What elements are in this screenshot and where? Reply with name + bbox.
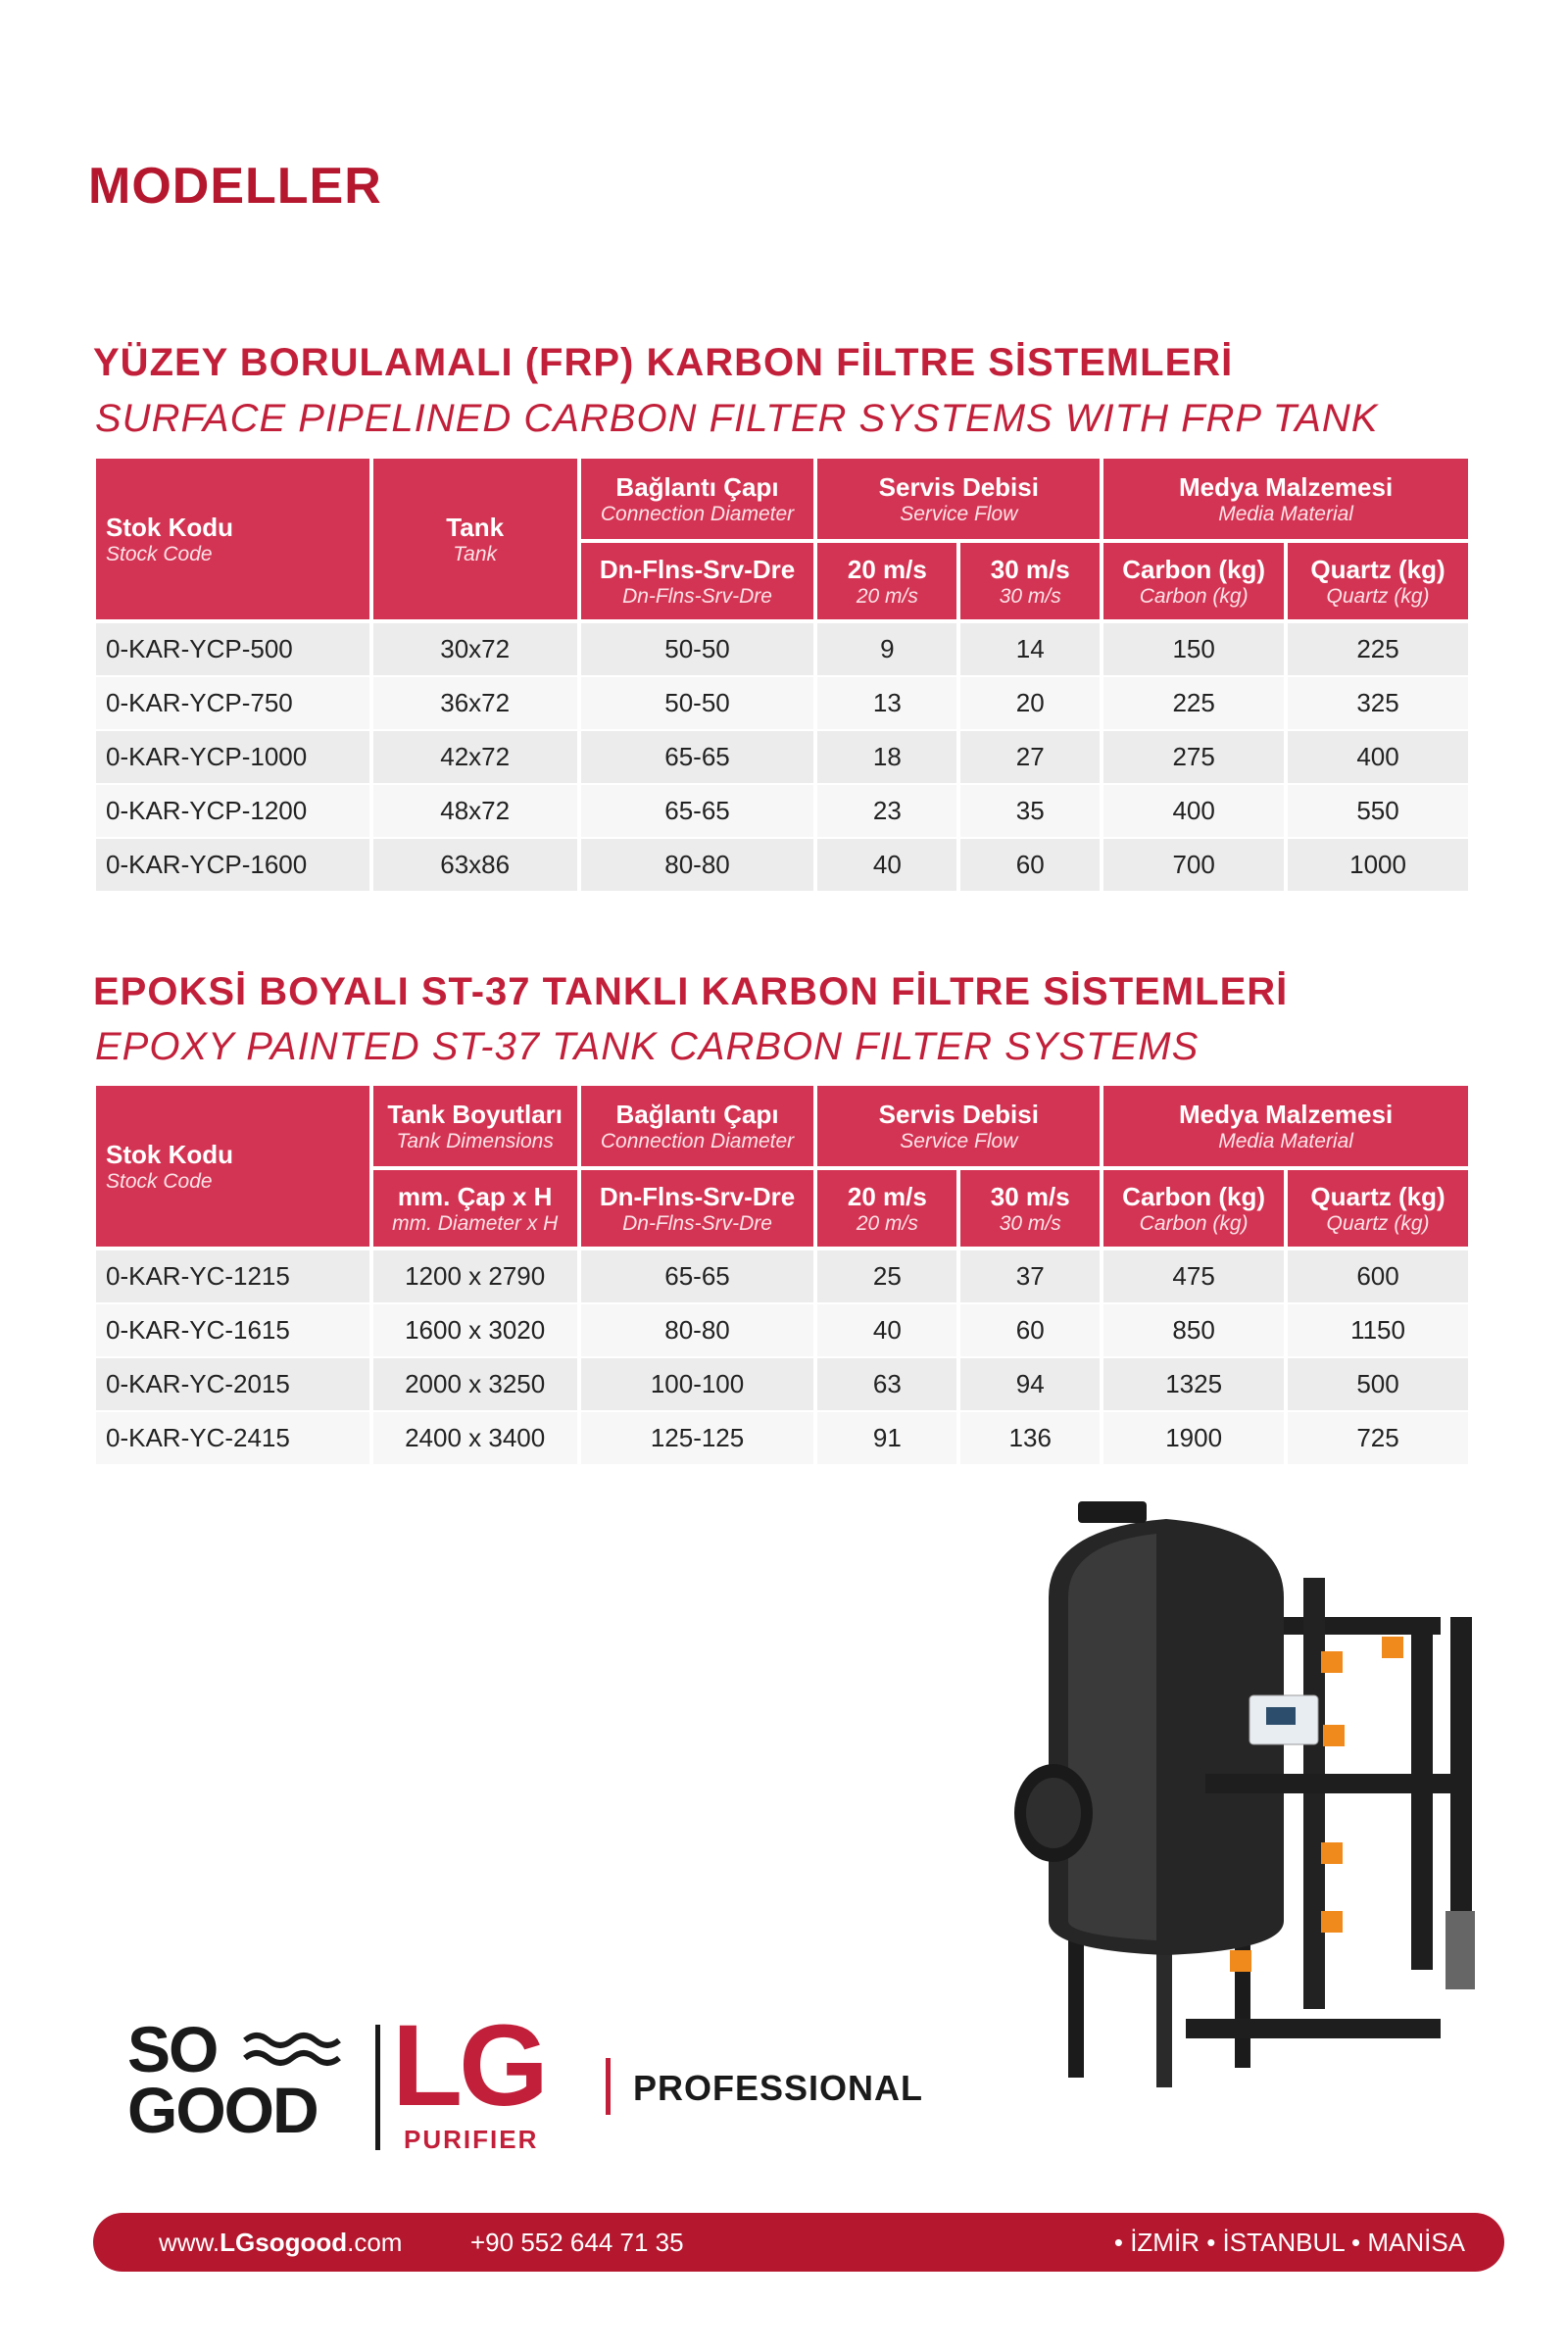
cell-stock-code: 0-KAR-YCP-1000 [96,731,369,785]
cell-carbon: 400 [1103,785,1284,839]
cell-flow-30: 14 [960,623,1100,677]
logo-divider [375,2025,380,2150]
col-flow30-en: 30 m/s [999,584,1061,608]
epoxy-filter-table [92,1086,1472,1466]
col-carbon [1103,543,1284,623]
cell-carbon: 850 [1103,1304,1284,1358]
cell-quartz: 550 [1288,785,1468,839]
col-tank [373,459,577,623]
cell-quartz: 1150 [1288,1304,1468,1358]
col-flow30-tr: 30 m/s [990,1181,1070,1211]
col-media-en: Media Material [1218,1129,1353,1152]
cell-tank: 48x72 [373,785,577,839]
section1-title-tr: YÜZEY BORULAMALI (FRP) KARBON FİLTRE SİSTEMLERİ [93,341,1234,384]
cell-flow-30: 136 [960,1412,1100,1466]
section2-title-tr: EPOKSİ BOYALI ST-37 TANKLI KARBON FİLTRE SİSTEMLERİ [93,970,1289,1013]
col-conn-sub [581,1170,814,1250]
cell-stock-code: 0-KAR-YC-2015 [96,1358,369,1412]
table-row [96,785,1468,839]
col-conn-tr: Bağlantı Çapı [615,471,779,502]
col-conn-sub-tr: Dn-Flns-Srv-Dre [599,554,796,584]
cell-flow-30: 27 [960,731,1100,785]
phone-number[interactable]: +90 552 644 71 35 [470,2228,684,2257]
col-stock-en: Stock Code [106,1169,213,1193]
cell-connection: 100-100 [581,1358,814,1412]
cell-stock-code: 0-KAR-YC-2415 [96,1412,369,1466]
cell-flow-20: 91 [817,1412,956,1466]
col-stock-code [96,459,369,623]
cell-flow-20: 40 [817,839,956,893]
footer-bar [93,2213,1504,2272]
cell-carbon: 1900 [1103,1412,1284,1466]
col-service-flow [817,1086,1100,1170]
col-flow-tr: Servis Debisi [878,471,1039,502]
table-row [96,677,1468,731]
cell-connection: 65-65 [581,785,814,839]
web-prefix: www. [159,2228,220,2257]
cell-tank: 1600 x 3020 [373,1304,577,1358]
col-flow-20 [817,1170,956,1250]
col-carbon [1103,1170,1284,1250]
frp-filter-table [92,459,1472,893]
col-quartz-en: Quartz (kg) [1326,584,1430,608]
logo-divider-red [606,2058,611,2115]
cell-tank: 42x72 [373,731,577,785]
col-stock-code [96,1086,369,1250]
col-tank-sub-tr: mm. Çap x H [397,1181,553,1211]
cell-connection: 125-125 [581,1412,814,1466]
cell-tank: 63x86 [373,839,577,893]
col-flow-30 [960,1170,1100,1250]
office-cities: • İZMİR • İSTANBUL • MANİSA [1113,2228,1465,2257]
col-connection [581,1086,814,1170]
web-suffix: .com [347,2228,403,2257]
table-row [96,1304,1468,1358]
col-quartz [1288,543,1468,623]
table-row [96,623,1468,677]
cell-flow-30: 37 [960,1250,1100,1304]
cell-stock-code: 0-KAR-YCP-1200 [96,785,369,839]
logo-purifier: PURIFIER [404,2125,539,2154]
cell-quartz: 600 [1288,1250,1468,1304]
logo-lg: LG [392,2001,545,2131]
cell-flow-20: 63 [817,1358,956,1412]
logo-professional: PROFESSIONAL [633,2068,924,2108]
cell-stock-code: 0-KAR-YC-1615 [96,1304,369,1358]
col-carbon-tr: Carbon (kg) [1122,1181,1266,1211]
col-conn-sub-en: Dn-Flns-Srv-Dre [622,584,772,608]
logo-so: SO [127,2013,218,2085]
cell-quartz: 225 [1288,623,1468,677]
col-media-en: Media Material [1218,502,1353,525]
col-media [1103,459,1468,543]
col-stock-tr: Stok Kodu [106,1139,233,1169]
cell-connection: 65-65 [581,731,814,785]
col-flow20-en: 20 m/s [856,1211,918,1235]
col-flow-tr: Servis Debisi [878,1099,1039,1129]
cell-flow-30: 20 [960,677,1100,731]
cell-stock-code: 0-KAR-YC-1215 [96,1250,369,1304]
col-tank-sub-en: mm. Diameter x H [392,1211,559,1235]
cell-flow-20: 9 [817,623,956,677]
col-carbon-tr: Carbon (kg) [1122,554,1266,584]
cell-carbon: 150 [1103,623,1284,677]
cell-carbon: 475 [1103,1250,1284,1304]
col-flow20-tr: 20 m/s [847,554,927,584]
col-conn-sub-tr: Dn-Flns-Srv-Dre [599,1181,796,1211]
cell-flow-20: 40 [817,1304,956,1358]
cell-flow-30: 60 [960,1304,1100,1358]
col-quartz-tr: Quartz (kg) [1310,1181,1446,1211]
col-flow-en: Service Flow [900,1129,1018,1152]
col-tank-en: Tank Dimensions [396,1129,554,1152]
cell-carbon: 1325 [1103,1358,1284,1412]
cell-carbon: 225 [1103,677,1284,731]
col-stock-tr: Stok Kodu [106,512,233,542]
col-media-tr: Medya Malzemesi [1178,1099,1394,1129]
col-flow30-en: 30 m/s [999,1211,1061,1235]
col-tank-en: Tank [453,542,498,565]
col-conn-en: Connection Diameter [600,502,795,525]
col-conn-sub-en: Dn-Flns-Srv-Dre [622,1211,772,1235]
cell-quartz: 1000 [1288,839,1468,893]
col-quartz-en: Quartz (kg) [1326,1211,1430,1235]
cell-connection: 50-50 [581,623,814,677]
col-tank-sub [373,1170,577,1250]
cell-carbon: 700 [1103,839,1284,893]
col-tank-dimensions [373,1086,577,1170]
logo-good: GOOD [127,2074,318,2146]
cell-flow-20: 25 [817,1250,956,1304]
cell-tank: 2400 x 3400 [373,1412,577,1466]
col-tank-tr: Tank Boyutları [387,1099,563,1129]
cell-carbon: 275 [1103,731,1284,785]
col-media-tr: Medya Malzemesi [1178,471,1394,502]
cell-connection: 80-80 [581,1304,814,1358]
cell-tank: 36x72 [373,677,577,731]
section1-title-en: SURFACE PIPELINED CARBON FILTER SYSTEMS WITH FRP TANK [95,397,1379,440]
cell-quartz: 325 [1288,677,1468,731]
col-conn-en: Connection Diameter [600,1129,795,1152]
col-conn-tr: Bağlantı Çapı [615,1099,779,1129]
col-flow20-en: 20 m/s [856,584,918,608]
cell-flow-20: 23 [817,785,956,839]
col-flow30-tr: 30 m/s [990,554,1070,584]
cell-stock-code: 0-KAR-YCP-500 [96,623,369,677]
cell-tank: 2000 x 3250 [373,1358,577,1412]
cell-flow-30: 94 [960,1358,1100,1412]
cell-tank: 30x72 [373,623,577,677]
website-link[interactable] [159,2228,402,2258]
cell-flow-30: 35 [960,785,1100,839]
waves-icon [243,2029,341,2068]
col-service-flow [817,459,1100,543]
cell-tank: 1200 x 2790 [373,1250,577,1304]
col-conn-sub [581,543,814,623]
page-title: MODELLER [88,158,382,215]
cell-flow-30: 60 [960,839,1100,893]
col-flow-20 [817,543,956,623]
col-quartz [1288,1170,1468,1250]
col-carbon-en: Carbon (kg) [1139,584,1249,608]
col-flow-en: Service Flow [900,502,1018,525]
cell-quartz: 500 [1288,1358,1468,1412]
cell-connection: 65-65 [581,1250,814,1304]
col-media [1103,1086,1468,1170]
table-row [96,1412,1468,1466]
table-row [96,1358,1468,1412]
col-quartz-tr: Quartz (kg) [1310,554,1446,584]
web-brand: LGsogood [220,2228,348,2257]
cell-flow-20: 18 [817,731,956,785]
cell-quartz: 400 [1288,731,1468,785]
cell-connection: 80-80 [581,839,814,893]
section2-title-en: EPOXY PAINTED ST-37 TANK CARBON FILTER SYSTEMS [95,1025,1200,1068]
cell-stock-code: 0-KAR-YCP-750 [96,677,369,731]
cell-connection: 50-50 [581,677,814,731]
col-tank-tr: Tank [446,512,505,542]
col-flow-30 [960,543,1100,623]
cell-quartz: 725 [1288,1412,1468,1466]
filter-tank-image [1009,1490,1499,2117]
col-connection [581,459,814,543]
col-carbon-en: Carbon (kg) [1139,1211,1249,1235]
cell-stock-code: 0-KAR-YCP-1600 [96,839,369,893]
cell-flow-20: 13 [817,677,956,731]
table-row [96,839,1468,893]
table-row [96,731,1468,785]
col-stock-en: Stock Code [106,542,213,565]
col-flow20-tr: 20 m/s [847,1181,927,1211]
table-row [96,1250,1468,1304]
